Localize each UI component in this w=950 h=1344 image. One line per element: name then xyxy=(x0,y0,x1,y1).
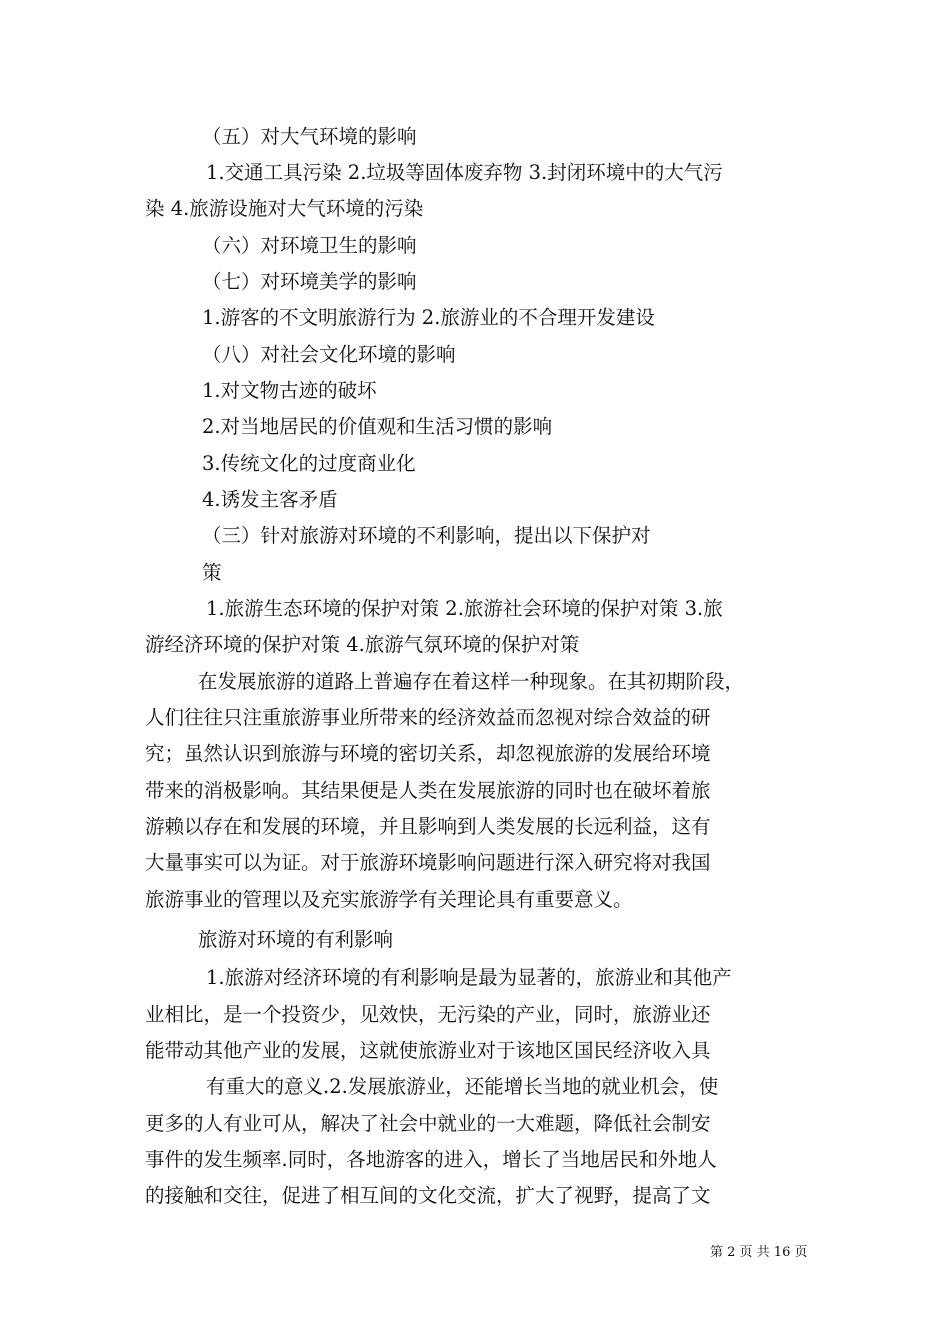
page-number: 第 2 页 共 16 页 xyxy=(710,1245,808,1260)
heading-5: （五）对大气环境的影响 xyxy=(202,125,417,148)
paragraph-line: 究；虽然认识到旅游与环境的密切关系，却忽视旅游的发展给环境 xyxy=(145,742,711,765)
heading-6: （六）对环境卫生的影响 xyxy=(202,234,417,257)
paragraph-line: 在发展旅游的道路上普遍存在着这样一种现象。在其初期阶段， xyxy=(198,670,745,693)
text-line: 游经济环境的保护对策 4.旅游气氛环境的保护对策 xyxy=(145,633,580,656)
list-item: 1.对文物古迹的破坏 xyxy=(202,379,377,402)
text-line: 1.旅游生态环境的保护对策 2.旅游社会环境的保护对策 3.旅 xyxy=(206,597,723,620)
section-heading: 旅游对环境的有利影响 xyxy=(198,928,394,951)
list-item: 2.对当地居民的价值观和生活习惯的影响 xyxy=(202,415,553,438)
paragraph-line: 事件的发生频率.同时，各地游客的进入，增长了当地居民和外地人 xyxy=(145,1148,717,1171)
list-item: 3.传统文化的过度商业化 xyxy=(202,452,416,475)
paragraph-line: 有重大的意义.2.发展旅游业，还能增长当地的就业机会，使 xyxy=(206,1075,719,1098)
paragraph-line: 的接触和交往，促进了相互间的文化交流，扩大了视野，提高了文 xyxy=(145,1184,711,1207)
heading-3: （三）针对旅游对环境的不利影响，提出以下保护对 xyxy=(202,524,651,547)
paragraph-line: 人们往往只注重旅游事业所带来的经济效益而忽视对综合效益的研 xyxy=(145,706,711,729)
paragraph-line: 游赖以存在和发展的环境，并且影响到人类发展的长远利益，这有 xyxy=(145,815,711,838)
paragraph-line: 更多的人有业可从，解决了社会中就业的一大难题，降低社会制安 xyxy=(145,1112,711,1135)
paragraph-line: 旅游事业的管理以及充实旅游学有关理论具有重要意义。 xyxy=(145,888,633,911)
paragraph-line: 业相比，是一个投资少，见效快，无污染的产业，同时，旅游业还 xyxy=(145,1003,711,1026)
paragraph-line: 大量事实可以为证。对于旅游环境影响问题进行深入研究将对我国 xyxy=(145,851,711,874)
list-item: 4.诱发主客矛盾 xyxy=(202,488,338,511)
heading-8: （八）对社会文化环境的影响 xyxy=(202,343,456,366)
text-line: 染 4.旅游设施对大气环境的污染 xyxy=(145,197,424,220)
paragraph-line: 能带动其他产业的发展，这就使旅游业对于该地区国民经济收入具 xyxy=(145,1039,711,1062)
heading-7: （七）对环境美学的影响 xyxy=(202,270,417,293)
text-line: 1.游客的不文明旅游行为 2.旅游业的不合理开发建设 xyxy=(202,306,655,329)
heading-3-cont: 策 xyxy=(202,561,222,584)
paragraph-line: 带来的消极影响。其结果便是人类在发展旅游的同时也在破坏着旅 xyxy=(145,779,711,802)
text-line: 1.交通工具污染 2.垃圾等固体废弃物 3.封闭环境中的大气污 xyxy=(206,161,723,184)
paragraph-line: 1.旅游对经济环境的有利影响是最为显著的，旅游业和其他产 xyxy=(206,966,732,989)
